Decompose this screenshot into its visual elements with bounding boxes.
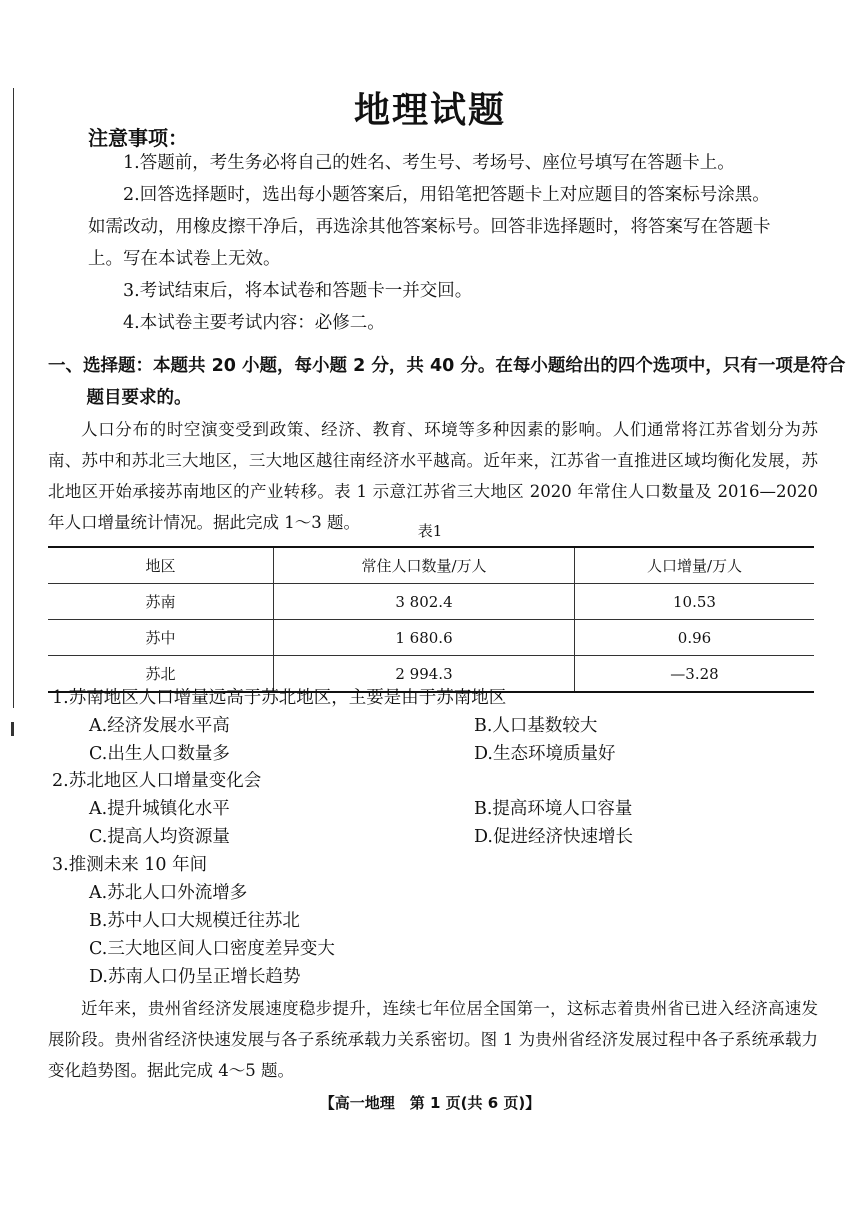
passage-guizhou: 近年来，贵州省经济发展速度稳步提升，连续七年位居全国第一，这标志着贵州省已进入经济高速发展阶段。贵州省经济快速发展与各子系统承载力关系密切。图 1 为贵州省经济发展过程中各子系统承载力变化趋势图。据此完成 4～5 题。 <box>48 999 818 1080</box>
table-cell: 1 680.6 <box>274 620 575 656</box>
table-caption: 表1 <box>417 522 443 540</box>
options <box>52 712 812 768</box>
option-d: D.促进经济快速增长 <box>474 827 633 847</box>
option-c: C.提高人均资源量 <box>89 827 230 847</box>
option-c: C.出生人口数量多 <box>89 744 230 764</box>
question-3 <box>52 851 812 991</box>
population-table <box>48 546 814 693</box>
table-cell: 2 994.3 <box>274 656 575 693</box>
notice-item: 2.回答选择题时，选出每小题答案后，用铅笔把答题卡上对应题目的答案标号涂黑。如需改动，用橡皮擦干净后，再选涂其他答案标号。回答非选择题时，将答案写在答题卡上。写在本试卷上无效。 <box>88 185 771 269</box>
options <box>52 879 812 991</box>
question-stem: 3.推测未来 10 年间 <box>52 855 208 875</box>
option-b: B.提高环境人口容量 <box>474 799 633 819</box>
table-row <box>48 584 814 620</box>
option-b: B.苏中人口大规模迁往苏北 <box>89 911 300 931</box>
table-cell: —3.28 <box>575 656 815 693</box>
option-d: D.生态环境质量好 <box>474 744 616 764</box>
question-stem: 1.苏南地区人口增量远高于苏北地区，主要是由于苏南地区 <box>52 688 507 708</box>
option-b: B.人口基数较大 <box>474 716 598 736</box>
notice-item: 3.考试结束后，将本试卷和答题卡一并交回。 <box>123 281 473 301</box>
table-cell: 苏南 <box>48 584 274 620</box>
passage-jiangsu: 人口分布的时空演变受到政策、经济、教育、环境等多种因素的影响。人们通常将江苏省划分为苏南、苏中和苏北三大地区，三大地区越往南经济水平越高。近年来，江苏省一直推进区域均衡化发展，苏北地区开始承接苏南地区的产业转移。表 1 示意江苏省三大地区 2020 年常住人口数量及 2016—2020 年人口增量统计情况。据此完成 1～3 题。 <box>48 420 818 532</box>
notice-item: 4.本试卷主要考试内容：必修二。 <box>123 313 385 333</box>
table-cell: 苏北 <box>48 656 274 693</box>
option-d: D.苏南人口仍呈正增长趋势 <box>89 967 301 987</box>
notice-list <box>88 147 778 339</box>
table-cell: 10.53 <box>575 584 815 620</box>
table-cell: 3 802.4 <box>274 584 575 620</box>
table-cell: 苏中 <box>48 620 274 656</box>
option-a: A.提升城镇化水平 <box>89 799 230 819</box>
question-1 <box>52 684 812 768</box>
option-c: C.三大地区间人口密度差异变大 <box>89 939 335 959</box>
table-row <box>48 620 814 656</box>
table-header-row <box>48 547 814 584</box>
question-stem: 2.苏北地区人口增量变化会 <box>52 771 262 791</box>
notice-heading: 注意事项： <box>88 126 188 150</box>
table-header-cell: 人口增量/万人 <box>575 547 815 584</box>
exam-title: 地理试题 <box>353 90 506 131</box>
section-heading: 一、选择题：本题共 20 小题，每小题 2 分，共 40 分。在每小题给出的四个选项中，只有一项是符合题目要求的。 <box>48 356 846 408</box>
page-footer: 【高一地理 第 1 页(共 6 页)】 <box>319 1094 541 1112</box>
table-header-cell: 地区 <box>48 547 274 584</box>
options <box>52 795 812 851</box>
binding-margin-mark <box>11 722 14 736</box>
table-header-cell: 常住人口数量/万人 <box>274 547 575 584</box>
question-2 <box>52 767 812 851</box>
table-cell: 0.96 <box>575 620 815 656</box>
option-a: A.苏北人口外流增多 <box>89 883 248 903</box>
option-a: A.经济发展水平高 <box>89 716 230 736</box>
binding-margin-line <box>13 88 14 708</box>
notice-item: 1.答题前，考生务必将自己的姓名、考生号、考场号、座位号填写在答题卡上。 <box>123 153 735 173</box>
